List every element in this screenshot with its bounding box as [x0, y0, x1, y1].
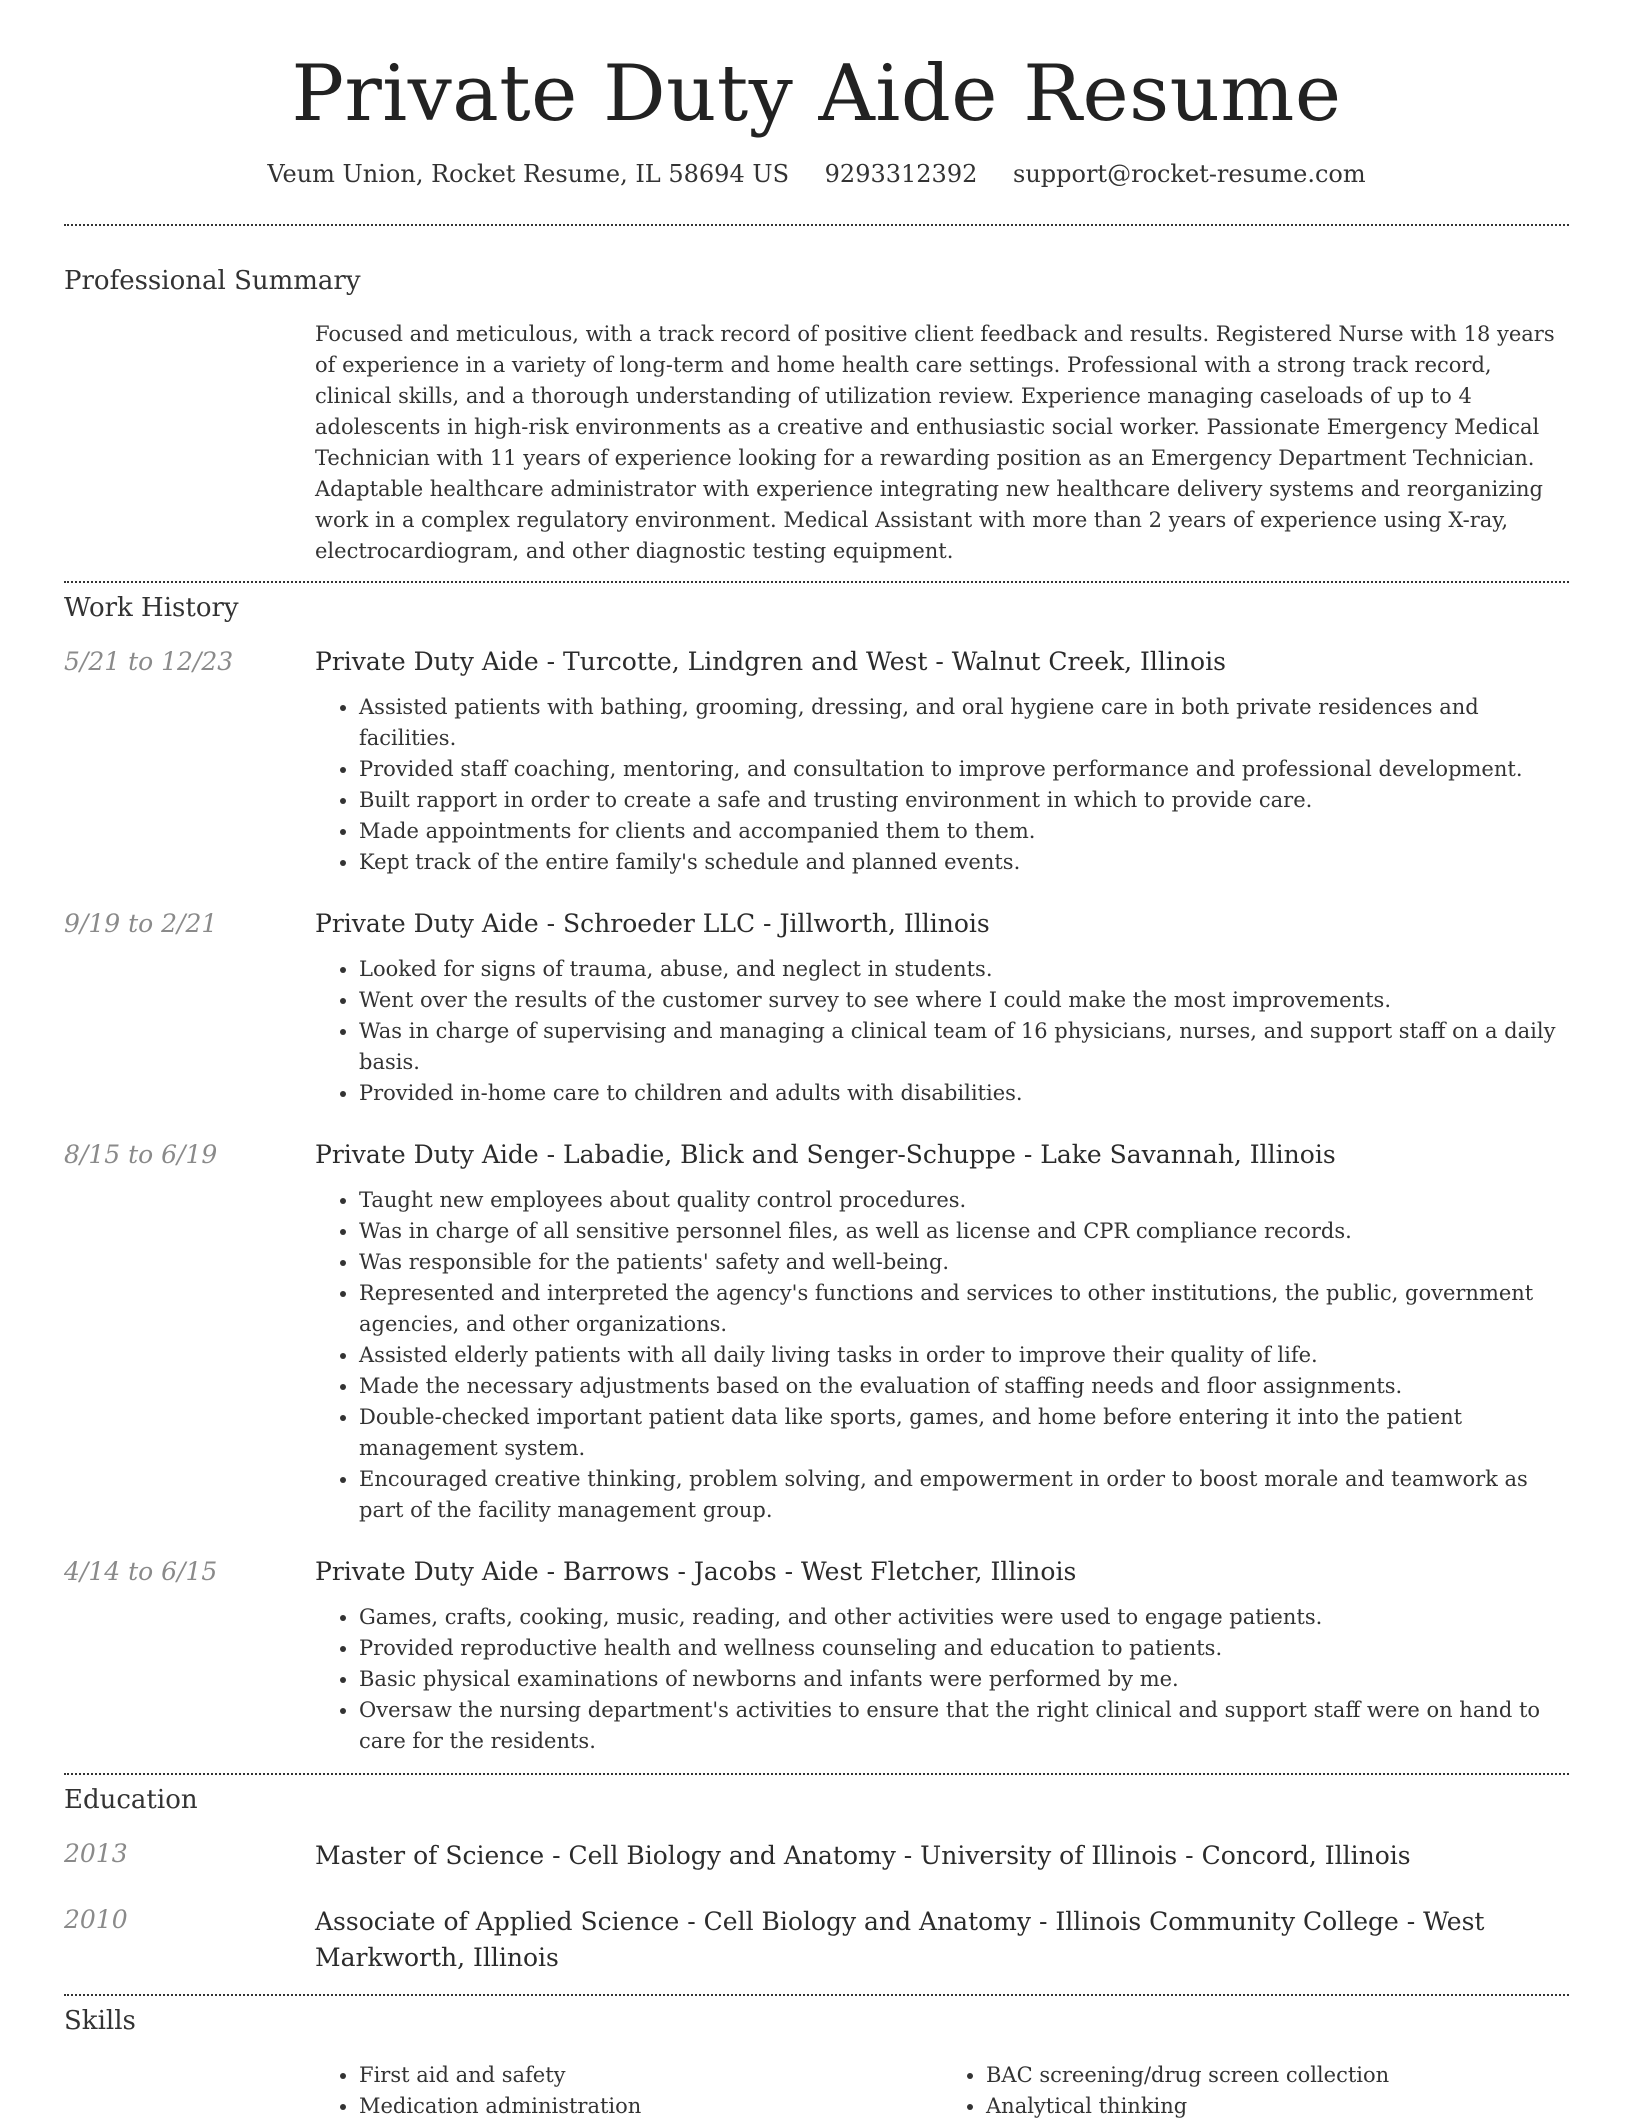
job-dates: 9/19 to 2/21 — [64, 909, 218, 939]
skills-list-left — [315, 2060, 942, 2122]
job-bullet: • Double-checked important patient data like sports, games, and home before entering it into the patient management system. — [359, 1402, 1569, 1464]
job-entry — [64, 1139, 1569, 1526]
job-bullets — [315, 954, 1569, 1109]
skill-item: • Medication administration — [359, 2091, 942, 2122]
education-heading: Education — [64, 1785, 198, 1816]
job-bullets — [315, 1185, 1569, 1526]
job-role: Private Duty Aide — [315, 1140, 539, 1170]
job-bullet: • Basic physical examinations of newborns and infants were performed by me. — [359, 1664, 1569, 1695]
skill-item: • Analytical thinking — [986, 2091, 1569, 2122]
summary-section — [64, 266, 1569, 567]
job-bullet: • Kept track of the entire family's schedule and planned events. — [359, 847, 1569, 878]
job-dates: 8/15 to 6/19 — [64, 1140, 218, 1170]
education-degree: Master of Science - Cell Biology and Anatomy — [315, 1841, 896, 1871]
divider — [64, 224, 1569, 226]
summary-heading: Professional Summary — [64, 265, 361, 296]
email: support@rocket-resume.com — [1013, 159, 1366, 188]
job-bullet: • Represented and interpreted the agency's functions and services to other institutions, the public, government agencies, and other organizations. — [359, 1278, 1569, 1340]
skills-list-right — [942, 2060, 1569, 2122]
skills-section — [64, 2006, 1569, 2121]
education-entry — [64, 1904, 1569, 1976]
education-year: 2010 — [64, 1905, 128, 1935]
job-bullet: • Looked for signs of trauma, abuse, and neglect in students. — [359, 954, 1569, 985]
job-bullet: • Provided staff coaching, mentoring, and consultation to improve performance and professional development. — [359, 754, 1569, 785]
job-role: Private Duty Aide — [315, 909, 539, 939]
job-title-line — [315, 646, 1569, 678]
education-school: - University of Illinois - Concord, Illinois — [895, 1841, 1411, 1871]
divider — [64, 581, 1569, 583]
education-entry — [64, 1838, 1569, 1874]
divider — [64, 1994, 1569, 1996]
job-body — [315, 908, 1569, 1109]
resume-page — [64, 0, 1569, 2122]
job-title-line — [315, 908, 1569, 940]
job-bullet: • Oversaw the nursing department's activities to ensure that the right clinical and support staff were on hand to care for the residents. — [359, 1695, 1569, 1757]
job-employer: - Turcotte, Lindgren and West - Walnut Creek, Illinois — [538, 647, 1226, 677]
education-school: - Illinois Community College - West Markworth, Illinois — [315, 1907, 1485, 1973]
job-bullet: • Provided reproductive health and wellness counseling and education to patients. — [359, 1633, 1569, 1664]
job-bullet: • Went over the results of the customer survey to see where I could make the most improvements. — [359, 985, 1569, 1016]
job-role: Private Duty Aide — [315, 647, 539, 677]
skill-item: • BAC screening/drug screen collection — [986, 2060, 1569, 2091]
phone: 9293312392 — [824, 159, 978, 188]
job-role: Private Duty Aide — [315, 1557, 539, 1587]
job-title-line — [315, 1556, 1569, 1588]
contact-line — [64, 160, 1569, 188]
job-employer: - Schroeder LLC - Jillworth, Illinois — [538, 909, 990, 939]
job-bullet: • Assisted elderly patients with all daily living tasks in order to improve their quality of life. — [359, 1340, 1569, 1371]
job-bullets — [315, 1602, 1569, 1757]
job-bullet: • Was responsible for the patients' safety and well-being. — [359, 1247, 1569, 1278]
job-bullet: • Built rapport in order to create a safe and trusting environment in which to provide care. — [359, 785, 1569, 816]
job-body — [315, 1139, 1569, 1526]
job-bullet: • Assisted patients with bathing, grooming, dressing, and oral hygiene care in both private residences and facilities. — [359, 692, 1569, 754]
job-entry — [64, 1556, 1569, 1757]
job-bullet: • Made appointments for clients and accompanied them to them. — [359, 816, 1569, 847]
skills-heading: Skills — [64, 2006, 136, 2037]
work-heading: Work History — [64, 592, 239, 623]
job-bullets — [315, 692, 1569, 878]
job-employer: - Barrows - Jacobs - West Fletcher, Illinois — [538, 1557, 1077, 1587]
job-dates: 4/14 to 6/15 — [64, 1557, 218, 1587]
education-section — [64, 1785, 1569, 1976]
job-bullet: • Was in charge of supervising and managing a clinical team of 16 physicians, nurses, and support staff on a daily basis. — [359, 1016, 1569, 1078]
job-bullet: • Taught new employees about quality control procedures. — [359, 1185, 1569, 1216]
address: Veum Union, Rocket Resume, IL 58694 US — [267, 159, 790, 188]
job-bullet: • Made the necessary adjustments based on the evaluation of staffing needs and floor assignments. — [359, 1371, 1569, 1402]
education-body — [315, 1838, 1569, 1874]
job-title-line — [315, 1139, 1569, 1171]
skill-item: • First aid and safety — [359, 2060, 942, 2091]
job-bullet: • Games, crafts, cooking, music, reading, and other activities were used to engage patients. — [359, 1602, 1569, 1633]
job-entry — [64, 646, 1569, 878]
job-entry — [64, 908, 1569, 1109]
education-list — [64, 1838, 1569, 1976]
job-dates: 5/21 to 12/23 — [64, 647, 234, 677]
job-body — [315, 646, 1569, 878]
summary-text: Focused and meticulous, with a track record of positive client feedback and results. Registered Nurse with 18 years of experience in a variety of long-term and home health care settings. Professional with a strong track record, clinical skills, and a thorough understanding of utilization review. Experience managing caseloads of up to 4 adolescents in high-risk environments as a creative and enthusiastic social worker. Passionate Emergency Medical Technician with 11 years of experience looking for a rewarding position as an Emergency Department Technician. Adaptable healthcare administrator with experience integrating new healthcare delivery systems and reorganizing work in a complex regulatory environment. Medical Assistant with more than 2 years of experience using X-ray, electrocardiogram, and other diagnostic testing equipment. — [315, 321, 1555, 563]
resume-title: Private Duty Aide Resume — [291, 49, 1342, 139]
education-degree: Associate of Applied Science - Cell Biology and Anatomy — [315, 1907, 1032, 1937]
job-bullet: • Provided in-home care to children and adults with disabilities. — [359, 1078, 1569, 1109]
divider — [64, 1773, 1569, 1775]
education-body — [315, 1904, 1569, 1976]
work-section — [64, 593, 1569, 1757]
education-year: 2013 — [64, 1839, 128, 1869]
job-bullet: • Encouraged creative thinking, problem solving, and empowerment in order to boost morale and teamwork as part of the facility management group. — [359, 1464, 1569, 1526]
job-bullet: • Was in charge of all sensitive personnel files, as well as license and CPR compliance records. — [359, 1216, 1569, 1247]
job-body — [315, 1556, 1569, 1757]
job-employer: - Labadie, Blick and Senger-Schuppe - Lake Savannah, Illinois — [538, 1140, 1336, 1170]
job-list — [64, 646, 1569, 1757]
